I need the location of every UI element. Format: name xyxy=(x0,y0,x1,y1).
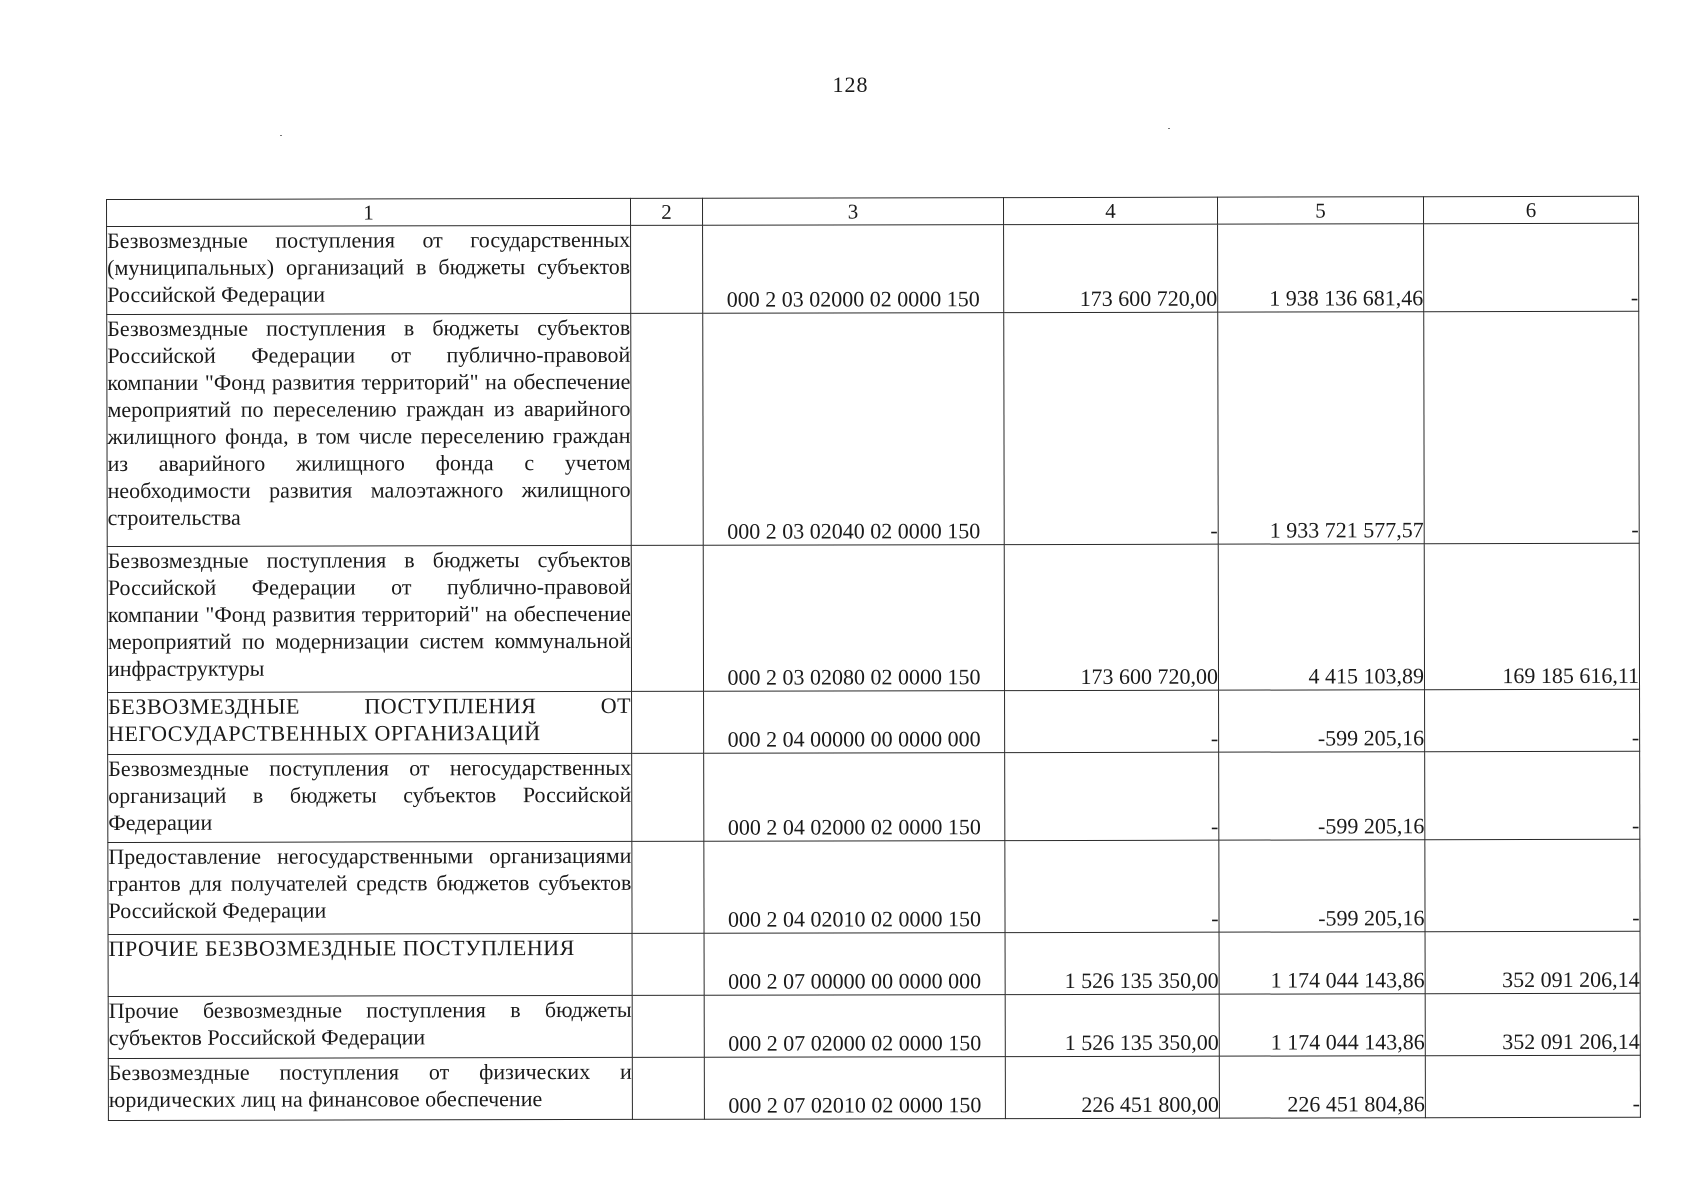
amount-col6: - xyxy=(1424,223,1639,311)
amount-col4: 1 526 135 350,00 xyxy=(1005,932,1219,994)
amount-col5: 1 933 721 577,57 xyxy=(1218,312,1424,544)
column-header: 6 xyxy=(1423,196,1638,223)
amount-col4: 173 600 720,00 xyxy=(1004,544,1218,690)
column-header: 4 xyxy=(1003,197,1217,224)
scan-speck xyxy=(1168,128,1170,129)
budget-code: 000 2 03 02040 02 0000 150 xyxy=(703,313,1004,546)
table-row xyxy=(108,993,1640,1058)
table-row xyxy=(108,1055,1640,1120)
scan-speck xyxy=(280,135,282,136)
amount-col4: - xyxy=(1005,840,1219,932)
column-header: 5 xyxy=(1217,197,1423,224)
cell-col2 xyxy=(632,753,704,841)
cell-col2 xyxy=(631,545,703,691)
amount-col5: 4 415 103,89 xyxy=(1218,544,1424,690)
amount-col5: 1 174 044 143,86 xyxy=(1219,994,1425,1056)
revenue-name: БЕЗВОЗМЕЗДНЫЕ ПОСТУПЛЕНИЯ ОТ НЕГОСУДАРСТВЕННЫХ ОРГАНИЗАЦИЙ xyxy=(108,691,632,754)
cell-col2 xyxy=(632,691,704,753)
budget-code: 000 2 07 00000 00 0000 000 xyxy=(704,933,1005,996)
budget-code: 000 2 04 02000 02 0000 150 xyxy=(704,753,1005,842)
amount-col6: - xyxy=(1425,1055,1640,1117)
amount-col4: - xyxy=(1005,752,1219,840)
cell-col2 xyxy=(632,933,704,995)
cell-col2 xyxy=(632,995,704,1057)
revenue-name: Безвозмездные поступления от негосударственных организаций в бюджеты субъектов Российской Федерации xyxy=(108,753,632,842)
table-row xyxy=(108,751,1640,842)
amount-col5: -599 205,16 xyxy=(1219,840,1425,932)
revenue-name: Прочие безвозмездные поступления в бюджеты субъектов Российской Федерации xyxy=(108,995,632,1058)
budget-code: 000 2 03 02080 02 0000 150 xyxy=(703,545,1004,692)
amount-col5: 1 938 136 681,46 xyxy=(1218,224,1424,312)
amount-col6: 352 091 206,14 xyxy=(1425,931,1640,993)
cell-col2 xyxy=(631,313,703,545)
amount-col4: - xyxy=(1005,690,1219,752)
revenue-name: Безвозмездные поступления в бюджеты субъектов Российской Федерации от публично-правовой компании "Фонд развития территорий" на обеспечение мероприятий по модернизации систем коммунальной инфраструктуры xyxy=(107,545,631,692)
budget-revenue-table xyxy=(106,196,1641,1121)
page-number: 128 xyxy=(832,72,869,97)
budget-code: 000 2 04 00000 00 0000 000 xyxy=(704,691,1005,754)
budget-code: 000 2 07 02000 02 0000 150 xyxy=(704,995,1005,1058)
amount-col6: 352 091 206,14 xyxy=(1425,993,1640,1055)
revenue-name: Безвозмездные поступления от государственных (муниципальных) организаций в бюджеты субъектов Российской Федерации xyxy=(107,225,631,314)
cell-col2 xyxy=(632,841,704,933)
revenue-name: ПРОЧИЕ БЕЗВОЗМЕЗДНЫЕ ПОСТУПЛЕНИЯ xyxy=(108,933,632,996)
table-row xyxy=(107,543,1639,692)
amount-col5: -599 205,16 xyxy=(1219,752,1425,840)
revenue-name: Безвозмездные поступления от физических и юридических лиц на финансовое обеспечение xyxy=(108,1057,632,1120)
amount-col6: 169 185 616,11 xyxy=(1424,543,1639,689)
column-header: 2 xyxy=(630,198,702,225)
revenue-name: Безвозмездные поступления в бюджеты субъектов Российской Федерации от публично-правовой компании "Фонд развития территорий" на обеспечение мероприятий по переселению граждан из аварийного жилищного фонда, в том числе переселению граждан из аварийного жилищного фонда с учетом необходимости развития малоэтажного жилищного строительства xyxy=(107,313,631,546)
table-row xyxy=(108,689,1640,754)
budget-code: 000 2 07 02010 02 0000 150 xyxy=(704,1057,1005,1120)
amount-col6: - xyxy=(1425,839,1640,931)
cell-col2 xyxy=(631,225,703,313)
column-header: 3 xyxy=(702,198,1003,226)
amount-col5: 1 174 044 143,86 xyxy=(1219,932,1425,994)
column-header: 1 xyxy=(107,198,631,226)
table-row xyxy=(108,931,1640,996)
table-row xyxy=(107,223,1639,314)
amount-col5: 226 451 804,86 xyxy=(1219,1056,1425,1118)
amount-col6: - xyxy=(1425,689,1640,751)
amount-col6: - xyxy=(1425,751,1640,839)
budget-code: 000 2 04 02010 02 0000 150 xyxy=(704,841,1005,934)
table-row xyxy=(108,839,1640,934)
cell-col2 xyxy=(632,1057,704,1119)
amount-col4: 1 526 135 350,00 xyxy=(1005,994,1219,1056)
table-row xyxy=(107,311,1639,546)
budget-code: 000 2 03 02000 02 0000 150 xyxy=(703,225,1004,314)
amount-col4: 173 600 720,00 xyxy=(1004,224,1218,312)
amount-col4: - xyxy=(1004,312,1218,544)
column-number-row xyxy=(107,196,1639,226)
amount-col4: 226 451 800,00 xyxy=(1005,1056,1219,1118)
amount-col6: - xyxy=(1424,311,1639,543)
amount-col5: -599 205,16 xyxy=(1219,690,1425,752)
revenue-name: Предоставление негосударственными организациями грантов для получателей средств бюджетов субъектов Российской Федерации xyxy=(108,841,632,934)
